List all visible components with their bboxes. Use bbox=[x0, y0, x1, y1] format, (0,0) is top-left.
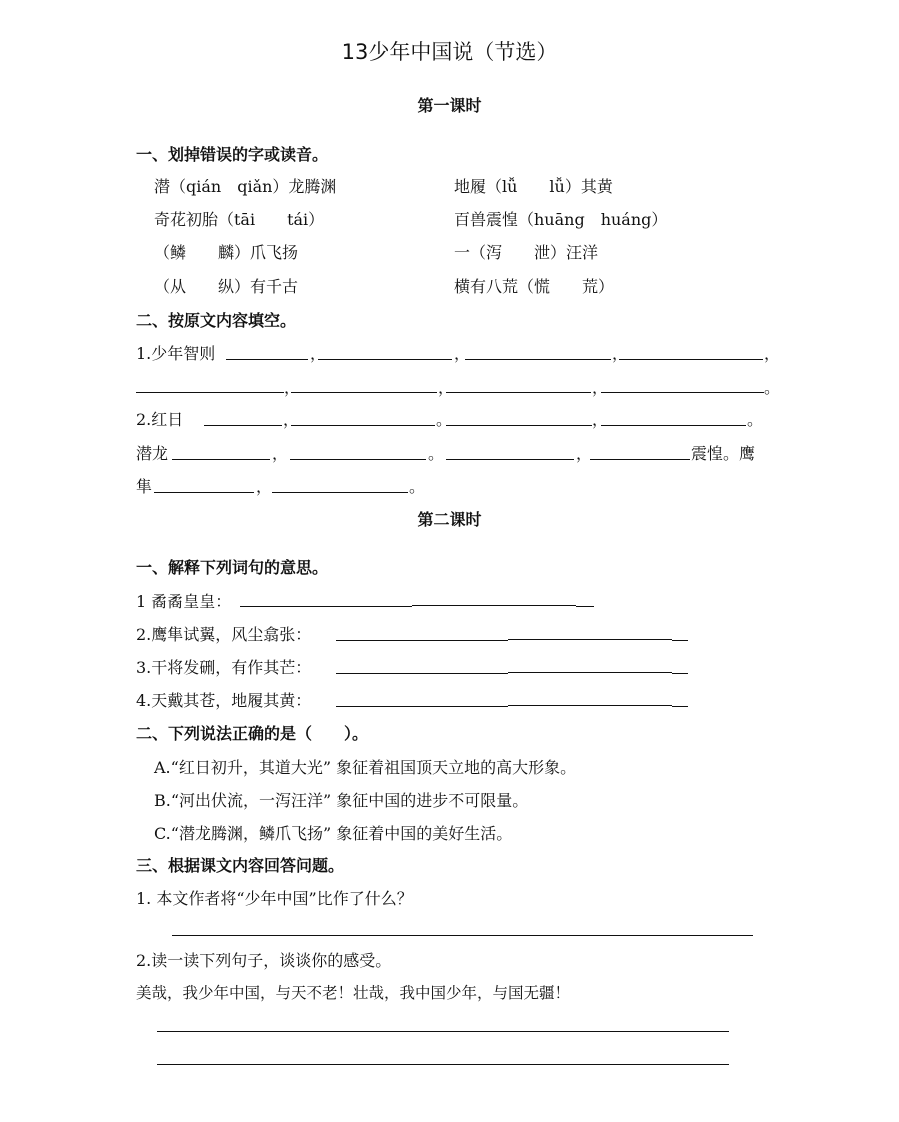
period: 。 bbox=[764, 378, 781, 397]
blank-line[interactable] bbox=[240, 606, 412, 607]
char-item: （鳞 麟）爪飞扬 bbox=[154, 243, 299, 262]
comma: ， bbox=[764, 344, 781, 363]
blank-line[interactable] bbox=[672, 706, 688, 707]
period: 。 bbox=[747, 410, 764, 429]
blank-line[interactable] bbox=[154, 492, 254, 493]
blank-line[interactable] bbox=[601, 392, 764, 393]
explain-item: 1 矞矞皇皇： bbox=[136, 592, 232, 611]
fill-q2-label: 2.红日 bbox=[136, 410, 184, 429]
quote-text: 美哉，我少年中国，与天不老！壮哉，我中国少年，与国无疆！ bbox=[136, 984, 571, 1002]
lesson-2-heading: 第二课时 bbox=[417, 510, 482, 529]
blank-line[interactable] bbox=[672, 640, 688, 641]
char-item: 横有八荒（慌 荒） bbox=[454, 277, 615, 296]
page-title: 13少年中国说（节选） bbox=[341, 40, 558, 64]
char-item: 一（泻 泄）汪洋 bbox=[454, 243, 599, 262]
blank-line[interactable] bbox=[446, 459, 574, 460]
section-2-heading: 二、按原文内容填空。 bbox=[136, 311, 297, 330]
fill-q2-line2-end: 震惶。鹰 bbox=[691, 444, 756, 463]
section-answer-heading: 三、根据课文内容回答问题。 bbox=[136, 856, 345, 875]
blank-line[interactable] bbox=[672, 673, 688, 674]
fill-q2-line3-label: 隼 bbox=[136, 477, 153, 496]
pinyin-item: 奇花初胎（tāi tái） bbox=[154, 210, 325, 229]
explain-item: 3.干将发硎，有作其芒： bbox=[136, 658, 312, 677]
answer-q1: 1. 本文作者将“少年中国”比作了什么？ bbox=[136, 889, 413, 908]
explain-item: 2.鹰隼试翼，风尘翕张： bbox=[136, 625, 312, 644]
fill-q2-line2-label: 潜龙 bbox=[136, 444, 169, 463]
answer-line[interactable] bbox=[157, 1031, 729, 1032]
blank-line[interactable] bbox=[576, 606, 594, 607]
choice-option-b[interactable]: B.“河出伏流，一泻汪洋” 象征中国的进步不可限量。 bbox=[154, 791, 529, 810]
comma: ， bbox=[310, 344, 327, 363]
comma: ， bbox=[592, 378, 609, 397]
blank-line[interactable] bbox=[601, 425, 746, 426]
comma: ， bbox=[592, 410, 609, 429]
comma: ， bbox=[272, 444, 289, 463]
blank-line[interactable] bbox=[412, 605, 576, 606]
pinyin-item: 潜（qián qiǎn）龙腾渊 bbox=[154, 177, 337, 196]
blank-line[interactable] bbox=[465, 359, 611, 360]
answer-q2: 2.读一读下列句子，谈谈你的感受。 bbox=[136, 951, 392, 970]
choice-option-a[interactable]: A.“红日初升，其道大光” 象征着祖国顶天立地的高大形象。 bbox=[154, 758, 577, 777]
section-choice-heading: 二、下列说法正确的是（ ）。 bbox=[136, 724, 369, 743]
blank-line[interactable] bbox=[336, 673, 508, 674]
period: 。 bbox=[436, 410, 453, 429]
blank-line[interactable] bbox=[508, 639, 672, 640]
lesson-1-heading: 第一课时 bbox=[417, 96, 482, 115]
explain-item: 4.天戴其苍，地履其黄： bbox=[136, 691, 312, 710]
blank-line[interactable] bbox=[508, 672, 672, 673]
choice-option-c[interactable]: C.“潜龙腾渊，鳞爪飞扬” 象征着中国的美好生活。 bbox=[154, 824, 513, 843]
period: 。 bbox=[428, 444, 445, 463]
comma: ， bbox=[256, 477, 273, 496]
answer-line[interactable] bbox=[172, 935, 753, 936]
blank-line[interactable] bbox=[204, 425, 282, 426]
comma: ， bbox=[283, 410, 300, 429]
comma: ， bbox=[438, 378, 455, 397]
blank-line[interactable] bbox=[272, 492, 408, 493]
blank-line[interactable] bbox=[508, 705, 672, 706]
section-explain-heading: 一、解释下列词句的意思。 bbox=[136, 558, 329, 577]
blank-line[interactable] bbox=[336, 640, 508, 641]
comma: ， bbox=[284, 378, 301, 397]
blank-line[interactable] bbox=[136, 392, 284, 393]
pinyin-item: 百兽震惶（huāng huáng） bbox=[454, 210, 668, 229]
blank-line[interactable] bbox=[446, 425, 592, 426]
comma: ， bbox=[576, 444, 593, 463]
fill-q1-label: 1.少年智则 bbox=[136, 344, 216, 363]
period: 。 bbox=[409, 477, 426, 496]
blank-line[interactable] bbox=[226, 359, 308, 360]
blank-line[interactable] bbox=[446, 392, 591, 393]
blank-line[interactable] bbox=[291, 425, 435, 426]
answer-line[interactable] bbox=[157, 1064, 729, 1065]
blank-line[interactable] bbox=[290, 459, 426, 460]
blank-line[interactable] bbox=[318, 359, 452, 360]
blank-line[interactable] bbox=[172, 459, 270, 460]
pinyin-item: 地履（lǚ lǚ）其黄 bbox=[454, 177, 613, 196]
comma: ， bbox=[454, 344, 471, 363]
blank-line[interactable] bbox=[336, 706, 508, 707]
blank-line[interactable] bbox=[619, 359, 763, 360]
blank-line[interactable] bbox=[291, 392, 437, 393]
char-item: （从 纵）有千古 bbox=[154, 277, 299, 296]
section-1-heading: 一、划掉错误的字或读音。 bbox=[136, 145, 329, 164]
blank-line[interactable] bbox=[590, 459, 690, 460]
comma: ， bbox=[612, 344, 629, 363]
